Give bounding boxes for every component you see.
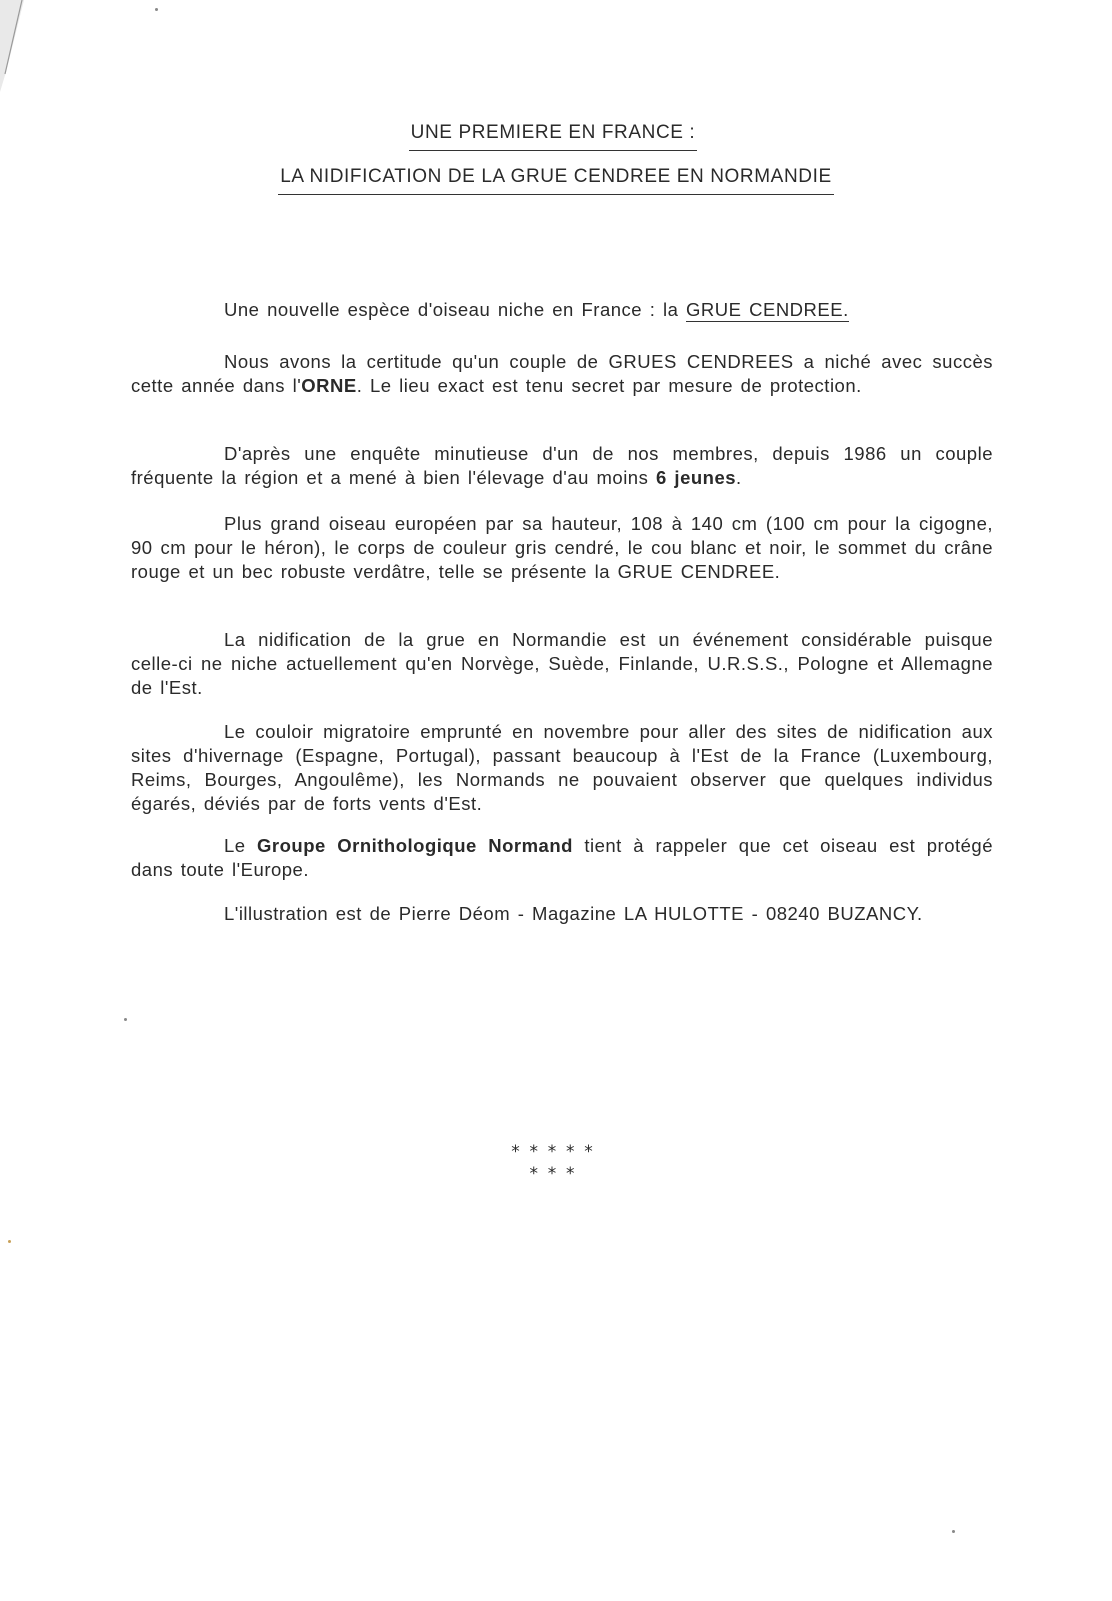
paragraph-5-text: La nidification de la grue en Normandie est un événement considérable puisque celle-ci ne niche actuellement qu'en Norvège, Suède, Finlande, U.R.S.S., Pologne et Allemagne de l'Est. (131, 629, 993, 698)
title-line-1: UNE PREMIERE EN FRANCE : (409, 120, 698, 151)
paragraph-1-text: Une nouvelle espèce d'oiseau niche en France : la (224, 299, 687, 320)
paragraph-3 (131, 442, 993, 490)
title-line-1-container (0, 120, 1112, 151)
scan-speck (155, 8, 158, 11)
scan-speck (124, 1018, 127, 1021)
paragraph-4-text: Plus grand oiseau européen par sa hauteur, 108 à 140 cm (100 cm pour la cigogne, 90 cm pour le héron), le corps de couleur gris cendré, le cou blanc et noir, le sommet du crâne rouge et un bec robuste verdâtre, telle se présente la GRUE CENDREE. (131, 513, 993, 582)
paragraph-2-text-before: Nous avons la certitude qu'un couple de GRUES CENDREES a niché avec succès cette année dans l' (131, 351, 993, 396)
paragraph-2 (131, 350, 993, 398)
paragraph-1-underlined: GRUE CENDREE. (686, 299, 849, 320)
scan-speck (952, 1530, 955, 1533)
paragraph-5 (131, 628, 993, 700)
paragraph-6-text: Le couloir migratoire emprunté en novembre pour aller des sites de nidification aux sites d'hivernage (Espagne, Portugal), passant beaucoup à l'Est de la France (Luxembourg, Reims, Bourges, Angoulême), les Normands ne pouvaient observer que quelques individus égarés, déviés par de forts vents d'Est. (131, 721, 993, 814)
paragraph-7-text-before: Le (224, 835, 258, 856)
paragraph-2-text-after: . Le lieu exact est tenu secret par mesure de protection. (356, 375, 862, 396)
paragraph-2-bold: ORNE (301, 375, 357, 396)
title-line-2: LA NIDIFICATION DE LA GRUE CENDREE EN NORMANDIE (278, 164, 834, 195)
paragraph-7-bold: Groupe Ornithologique Normand (257, 835, 573, 856)
scan-speck (8, 1240, 11, 1243)
paragraph-7 (131, 834, 993, 882)
folded-corner-mark (0, 0, 24, 92)
paragraph-3-text-before: D'après une enquête minutieuse d'un de nos membres, depuis 1986 un couple fréquente la région et a mené à bien l'élevage d'au moins (131, 443, 993, 488)
separator-stars-row-1: ***** (510, 1142, 602, 1162)
paragraph-8-text: L'illustration est de Pierre Déom - Magazine LA HULOTTE - 08240 BUZANCY. (224, 903, 923, 924)
paragraph-6 (131, 720, 993, 816)
paragraph-7-text-after: tient à rappeler que cet oiseau est protégé dans toute l'Europe. (131, 835, 993, 880)
separator-stars-row-2: *** (528, 1164, 584, 1184)
paragraph-8 (131, 902, 993, 926)
paragraph-3-text-after: . (736, 467, 742, 488)
paragraph-4 (131, 512, 993, 584)
paragraph-3-bold: 6 jeunes (656, 467, 737, 488)
title-line-2-container (0, 164, 1112, 195)
paragraph-1 (131, 298, 993, 322)
